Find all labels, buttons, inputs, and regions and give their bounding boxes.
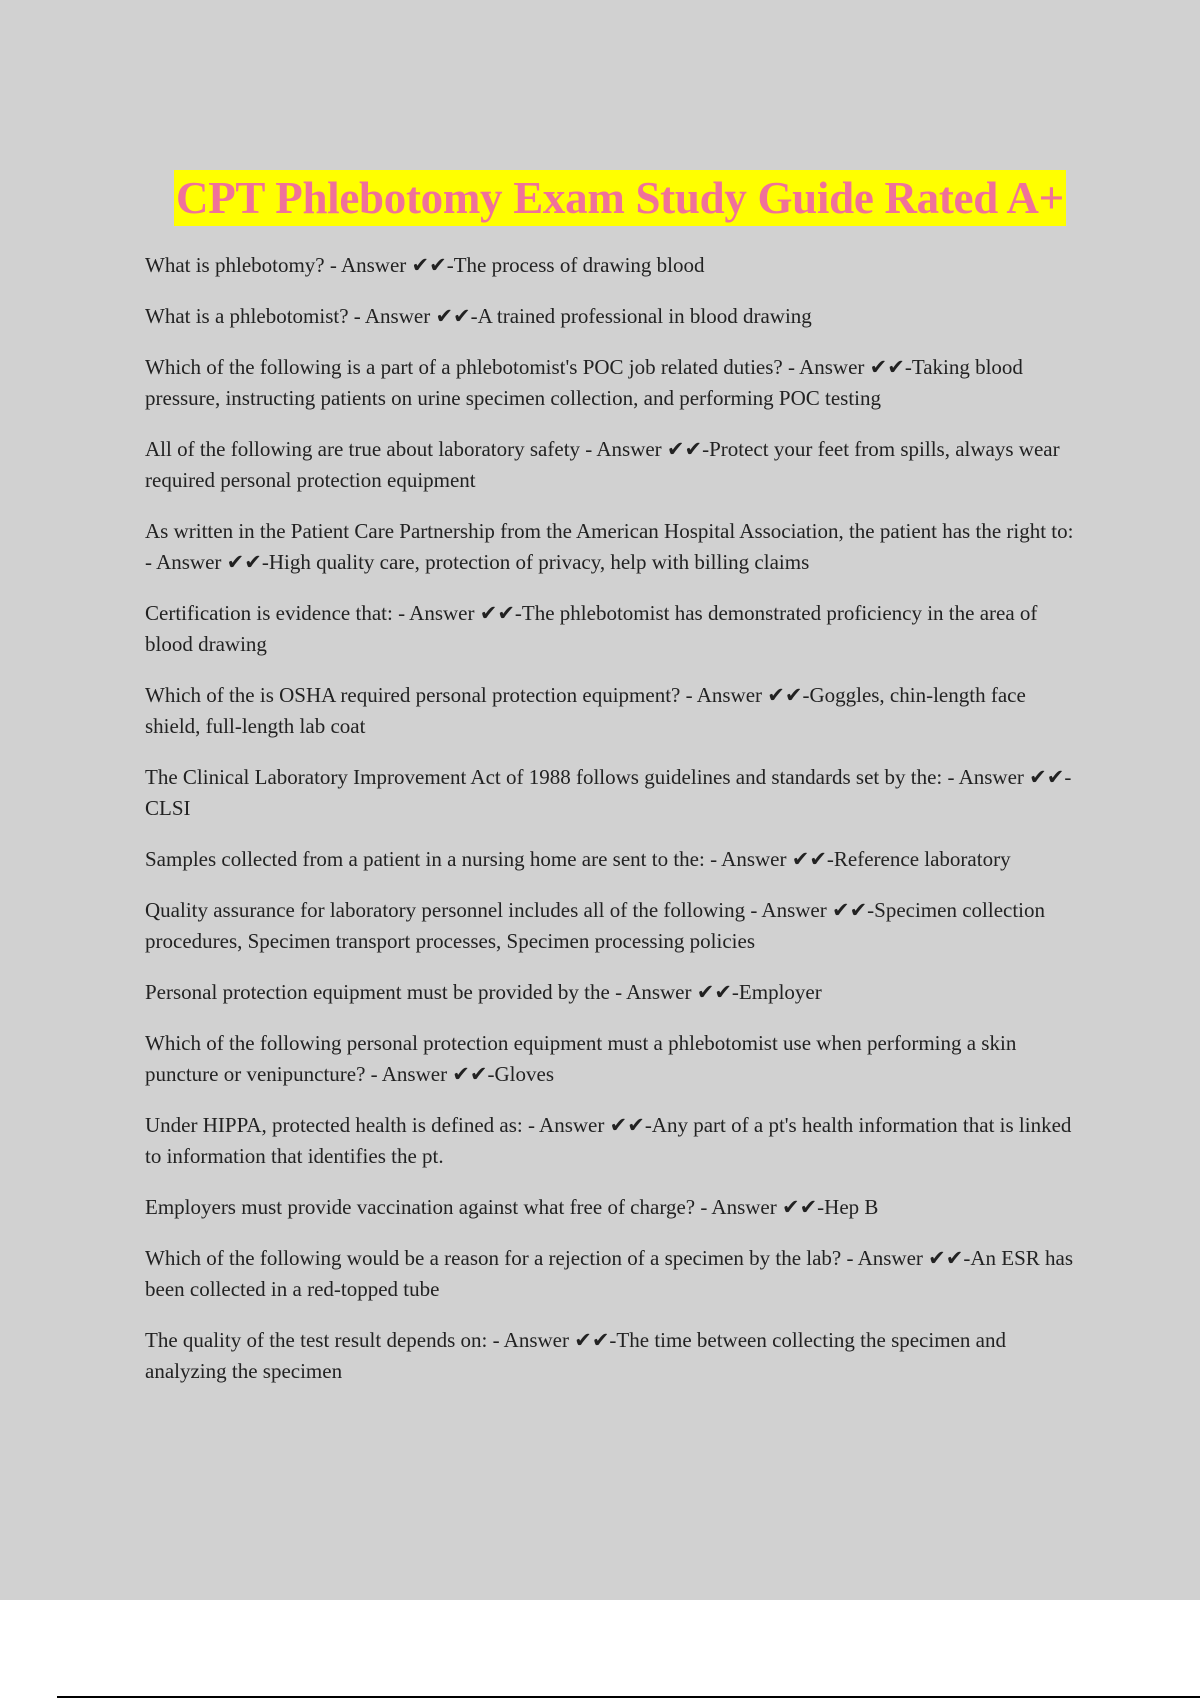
qa-item-2: What is a phlebotomist? - Answer ✔✔-A trained professional in blood drawing [145, 304, 812, 328]
qa-item-13: Under HIPPA, protected health is defined as: - Answer ✔✔-Any part of a pt's health information that is linked to information that identifies the pt. [145, 1113, 1072, 1168]
document-title: CPT Phlebotomy Exam Study Guide Rated A+ [174, 170, 1066, 226]
qa-item-10: Quality assurance for laboratory personnel includes all of the following - Answer ✔✔-Specimen collection procedures, Specimen transport processes, Specimen processing policies [145, 898, 1046, 953]
qa-item-3: Which of the following is a part of a phlebotomist's POC job related duties? - Answer ✔✔-Taking blood pressure, instructing patients on urine specimen collection, and performing POC testing [145, 355, 1023, 410]
qa-item-12: Which of the following personal protection equipment must a phlebotomist use when performing a skin puncture or venipuncture? - Answer ✔✔-Gloves [145, 1031, 1017, 1086]
qa-item-6: Certification is evidence that: - Answer ✔✔-The phlebotomist has demonstrated proficiency in the area of blood drawing [145, 601, 1038, 656]
qa-item-4: All of the following are true about laboratory safety - Answer ✔✔-Protect your feet from spills, always wear required personal protection equipment [145, 437, 1060, 492]
qa-item-14: Employers must provide vaccination against what free of charge? - Answer ✔✔-Hep B [145, 1195, 879, 1219]
page-divider-line [57, 1696, 1200, 1698]
qa-item-5: As written in the Patient Care Partnership from the American Hospital Association, the patient has the right to: - Answer ✔✔-High quality care, protection of privacy, help with billing claims [145, 519, 1074, 574]
qa-item-8: The Clinical Laboratory Improvement Act of 1988 follows guidelines and standards set by the: - Answer ✔✔-CLSI [145, 765, 1072, 820]
qa-item-1: What is phlebotomy? - Answer ✔✔-The process of drawing blood [145, 253, 705, 277]
qa-item-15: Which of the following would be a reason for a rejection of a specimen by the lab? - Answer ✔✔-An ESR has been collected in a red-topped tube [145, 1246, 1074, 1301]
qa-item-9: Samples collected from a patient in a nursing home are sent to the: - Answer ✔✔-Reference laboratory [145, 847, 1011, 871]
title-container [0, 170, 1200, 226]
qa-item-16: The quality of the test result depends on: - Answer ✔✔-The time between collecting the specimen and analyzing the specimen [145, 1328, 1006, 1383]
question-answer-list [145, 250, 1085, 1407]
qa-item-11: Personal protection equipment must be provided by the - Answer ✔✔-Employer [145, 980, 822, 1004]
qa-item-7: Which of the is OSHA required personal protection equipment? - Answer ✔✔-Goggles, chin-length face shield, full-length lab coat [145, 683, 1026, 738]
